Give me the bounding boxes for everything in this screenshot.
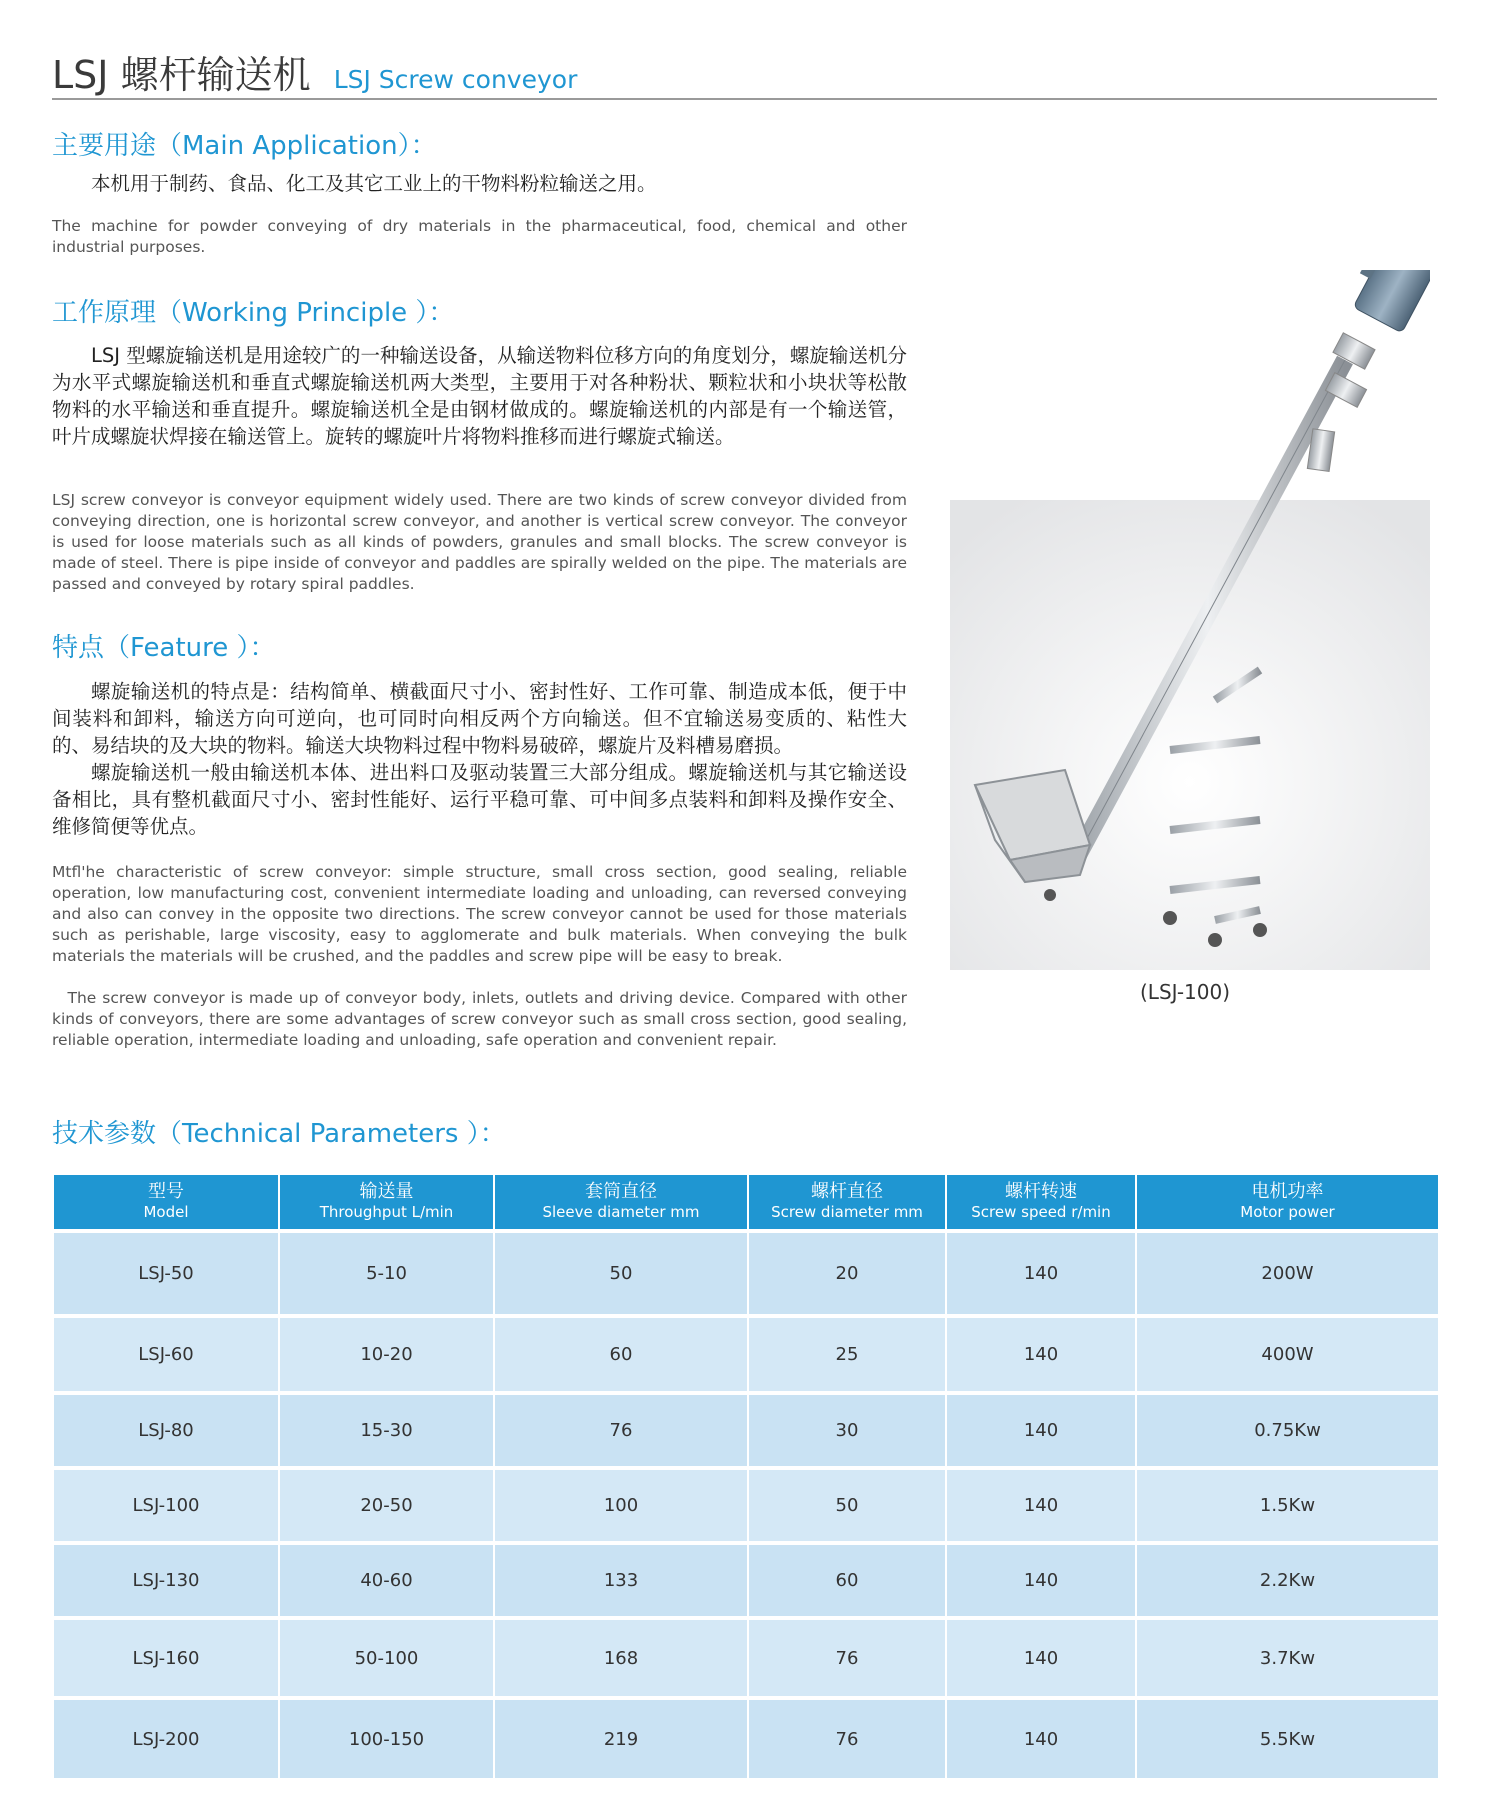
cell-model: LSJ-80 bbox=[54, 1393, 279, 1468]
figure-caption: (LSJ-100) bbox=[1140, 980, 1231, 1004]
cell-model: LSJ-60 bbox=[54, 1316, 279, 1393]
column-header-model: 型号 Model bbox=[54, 1175, 279, 1231]
cell-sleeve-diameter: 60 bbox=[494, 1316, 748, 1393]
cell-motor-power: 5.5Kw bbox=[1136, 1698, 1438, 1778]
wheel bbox=[1208, 933, 1222, 947]
cell-motor-power: 200W bbox=[1136, 1231, 1438, 1316]
cell-sleeve-diameter: 76 bbox=[494, 1393, 748, 1468]
feature-zh-1: 螺旋输送机的特点是：结构简单、横截面尺寸小、密封性好、工作可靠、制造成本低，便于中间装料和卸料，输送方向可逆向，也可同时向相反两个方向输送。但不宜输送易变质的、粘性大的、易结块的及大块的物料。输送大块物料过程中物料易破碎，螺旋片及料槽易磨损。 bbox=[52, 680, 907, 757]
cell-screw-speed: 140 bbox=[946, 1393, 1136, 1468]
cell-screw-speed: 140 bbox=[946, 1231, 1136, 1316]
wheel bbox=[1253, 923, 1267, 937]
table-row bbox=[54, 1316, 1438, 1393]
cell-throughput: 20-50 bbox=[279, 1468, 494, 1543]
cell-screw-diameter: 60 bbox=[748, 1543, 946, 1618]
feature-zh-2: 螺旋输送机一般由输送机本体、进出料口及驱动装置三大部分组成。螺旋输送机与其它输送设备相比，具有整机截面尺寸小、密封性能好、运行平稳可靠、可中间多点装料和卸料及操作安全、维修简便等优点。 bbox=[52, 761, 907, 838]
heading-feature: 特点（Feature ）： bbox=[52, 633, 276, 663]
column-header-screw-speed: 螺杆转速 Screw speed r/min bbox=[946, 1175, 1136, 1231]
cell-throughput: 50-100 bbox=[279, 1618, 494, 1698]
cell-screw-speed: 140 bbox=[946, 1468, 1136, 1543]
heading-main-application: 主要用途（Main Application）： bbox=[52, 131, 437, 161]
cell-throughput: 5-10 bbox=[279, 1231, 494, 1316]
cell-screw-diameter: 20 bbox=[748, 1231, 946, 1316]
cell-screw-speed: 140 bbox=[946, 1316, 1136, 1393]
cell-screw-diameter: 76 bbox=[748, 1698, 946, 1778]
cell-screw-diameter: 50 bbox=[748, 1468, 946, 1543]
heading-technical-parameters: 技术参数（Technical Parameters ）： bbox=[52, 1119, 506, 1149]
table-row bbox=[54, 1543, 1438, 1618]
product-photo bbox=[950, 270, 1430, 970]
column-header-throughput: 输送量 Throughput L/min bbox=[279, 1175, 494, 1231]
feature-en-1: Mtfl'he characteristic of screw conveyor: simple structure, small cross section, good sealing, reliable operation, low manufacturing cost, convenient intermediate loading and unloading, can reversed conveying and also can convey in the opposite two directions. The screw conveyor cannot be used for those materials such as perishable, large viscosity, easy to agglomerate and bulk materials. When conveying the bulk materials the materials will be crushed, and the paddles and screw pipe will be easy to break. bbox=[52, 863, 907, 965]
application-zh: 本机用于制药、食品、化工及其它工业上的干物料粉粒输送之用。 bbox=[91, 172, 657, 195]
application-en: The machine for powder conveying of dry materials in the pharmaceutical, food, chemical and other industrial purposes. bbox=[52, 217, 907, 256]
principle-en: LSJ screw conveyor is conveyor equipment widely used. There are two kinds of screw conveyor divided from conveying direction, one is horizontal screw conveyor, and another is vertical screw conveyor. The conveyor is used for loose materials such as all kinds of powders, granules and small blocks. The screw conveyor is made of steel. There is pipe inside of conveyor and paddles are spirally welded on the pipe. The materials are passed and conveyed by rotary spiral paddles. bbox=[52, 491, 907, 593]
table-row bbox=[54, 1618, 1438, 1698]
table-row bbox=[54, 1698, 1438, 1778]
wheel bbox=[1044, 889, 1056, 901]
column-header-sleeve-diameter: 套筒直径 Sleeve diameter mm bbox=[494, 1175, 748, 1231]
cell-screw-diameter: 25 bbox=[748, 1316, 946, 1393]
title-en: LSJ Screw conveyor bbox=[333, 65, 578, 94]
cell-sleeve-diameter: 219 bbox=[494, 1698, 748, 1778]
cell-throughput: 10-20 bbox=[279, 1316, 494, 1393]
parameters-table bbox=[54, 1175, 1438, 1778]
wheel bbox=[1163, 911, 1177, 925]
table-header-row bbox=[54, 1175, 1438, 1231]
cell-screw-diameter: 76 bbox=[748, 1618, 946, 1698]
cell-model: LSJ-100 bbox=[54, 1468, 279, 1543]
table-row bbox=[54, 1231, 1438, 1316]
cell-model: LSJ-200 bbox=[54, 1698, 279, 1778]
table-row bbox=[54, 1468, 1438, 1543]
cell-motor-power: 3.7Kw bbox=[1136, 1618, 1438, 1698]
cell-sleeve-diameter: 50 bbox=[494, 1231, 748, 1316]
cell-model: LSJ-160 bbox=[54, 1618, 279, 1698]
column-header-motor-power: 电机功率 Motor power bbox=[1136, 1175, 1438, 1231]
principle-zh: LSJ 型螺旋输送机是用途较广的一种输送设备，从输送物料位移方向的角度划分，螺旋输送机分为水平式螺旋输送机和垂直式螺旋输送机两大类型，主要用于对各种粉状、颗粒状和小块状等松散物料的水平输送和垂直提升。螺旋输送机全是由钢材做成的。螺旋输送机的内部是有一个输送管，叶片成螺旋状焊接在输送管上。旋转的螺旋叶片将物料推移而进行螺旋式输送。 bbox=[52, 344, 907, 448]
cell-screw-diameter: 30 bbox=[748, 1393, 946, 1468]
column-header-screw-diameter: 螺杆直径 Screw diameter mm bbox=[748, 1175, 946, 1231]
feature-en-2: The screw conveyor is made up of conveyor body, inlets, outlets and driving device. Compared with other kinds of conveyors, there are some advantages of screw conveyor such as small cross section, good sealing, reliable operation, intermediate loading and unloading, safe operation and convenient repair. bbox=[52, 989, 907, 1049]
cell-throughput: 40-60 bbox=[279, 1543, 494, 1618]
cell-screw-speed: 140 bbox=[946, 1698, 1136, 1778]
title-divider bbox=[52, 98, 1437, 100]
cell-motor-power: 1.5Kw bbox=[1136, 1468, 1438, 1543]
motor bbox=[1344, 270, 1430, 333]
cell-motor-power: 2.2Kw bbox=[1136, 1543, 1438, 1618]
title-zh: LSJ 螺杆输送机 bbox=[52, 53, 311, 97]
cell-model: LSJ-50 bbox=[54, 1231, 279, 1316]
cell-throughput: 100-150 bbox=[279, 1698, 494, 1778]
heading-working-principle: 工作原理（Working Principle ）： bbox=[52, 298, 455, 328]
cell-screw-speed: 140 bbox=[946, 1618, 1136, 1698]
cell-model: LSJ-130 bbox=[54, 1543, 279, 1618]
cell-screw-speed: 140 bbox=[946, 1543, 1136, 1618]
cell-throughput: 15-30 bbox=[279, 1393, 494, 1468]
page-title bbox=[52, 44, 577, 99]
cell-sleeve-diameter: 100 bbox=[494, 1468, 748, 1543]
photo-background bbox=[950, 500, 1430, 970]
table-row bbox=[54, 1393, 1438, 1468]
cell-motor-power: 0.75Kw bbox=[1136, 1393, 1438, 1468]
cell-motor-power: 400W bbox=[1136, 1316, 1438, 1393]
cell-sleeve-diameter: 133 bbox=[494, 1543, 748, 1618]
cell-sleeve-diameter: 168 bbox=[494, 1618, 748, 1698]
